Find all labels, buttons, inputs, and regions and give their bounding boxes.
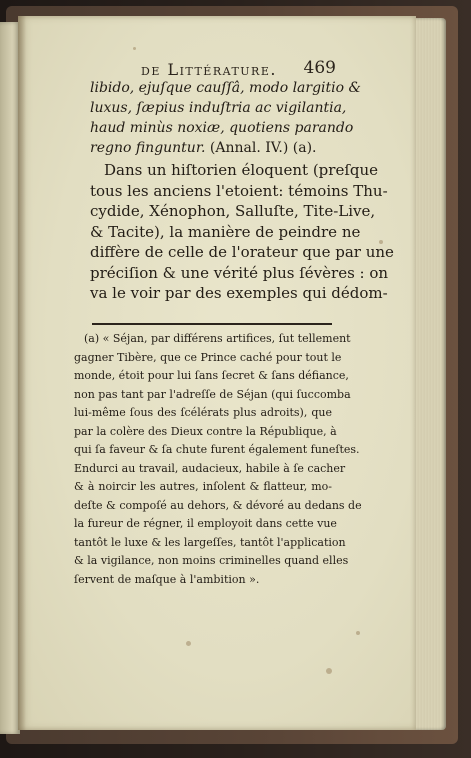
footnote-line: ſervent de maſque à l'ambition ». [74, 572, 260, 586]
quote-line: regno finguntur. [90, 140, 206, 156]
footnote-line: (a) « Séjan, par différens artifices, ſut tellement [84, 332, 351, 345]
footnote-rule [92, 323, 332, 325]
footnote-line: lui-même ſous des ſcélérats plus adroits), que [74, 406, 332, 419]
quote-line-final [90, 138, 332, 158]
paragraph-line: cydide, Xénophon, Salluſte, Tite-Live, [90, 202, 376, 220]
footnote-line: monde, étoit pour lui ſans ſecret & ſans défiance, [74, 369, 349, 382]
footnote-line: par la colère des Dieux contre la République, à [74, 424, 337, 438]
foxing-spot [356, 631, 360, 635]
paragraph-line: diffère de celle de l'orateur que par une [90, 243, 394, 261]
quote-line: libido, ejuſque cauſſâ, modo largitio & [90, 80, 361, 96]
footnote-line: Endurci au travail, audacieux, habile à ſe cacher [74, 461, 346, 475]
footnote-line: qui ſa faveur & ſa chute furent également funeſtes. [74, 443, 360, 456]
left-page-edge [0, 22, 20, 734]
gutter-shadow [18, 16, 26, 730]
foxing-spot [326, 668, 332, 674]
quote-line: luxus, ſæpius induſtria ac vigilantia, [90, 100, 347, 116]
footnote-line: & à noircir les autres, inſolent & flatteur, mo- [74, 480, 332, 493]
paragraph-line: va le voir par des exemples qui dédom- [90, 284, 388, 302]
quote-citation: (Annal. IV.) (a). [205, 140, 317, 156]
page-number: 469 [303, 58, 336, 78]
footnote-line: non pas tant par l'adreſſe de Séjan (qui ſuccomba [74, 387, 351, 401]
paragraph-line: tous les anciens l'etoient: témoins Thu- [90, 181, 388, 200]
footnote-line: & la vigilance, non moins criminelles quand elles [74, 554, 349, 567]
main-paragraph [90, 160, 394, 304]
running-head: de Littérature. [141, 60, 277, 79]
paragraph-line: & Tacite), la manière de peindre ne [90, 222, 361, 241]
paragraph-line: préciſion & une vérité plus ſévères : on [90, 263, 389, 282]
footnote-line: deſte & compoſé au dehors, & dévoré au dedans de [74, 498, 362, 512]
footnote-line: gagner Tibère, que ce Prince caché pour tout le [74, 350, 342, 364]
latin-quote [90, 78, 361, 158]
foxing-spot [133, 47, 136, 50]
footnote-line: la fureur de régner, il employoit dans cette vue [74, 517, 337, 530]
foxing-spot [186, 641, 191, 646]
footnote-line: tantôt le luxe & les largeſſes, tantôt l'application [74, 535, 346, 549]
paragraph-line: Dans un hiſtorien éloquent (preſque [104, 161, 379, 179]
foxing-spot [379, 240, 383, 244]
page-edges [412, 18, 446, 730]
quote-line: haud minùs noxiæ, quotiens parando [90, 120, 354, 136]
footnote [74, 330, 362, 589]
